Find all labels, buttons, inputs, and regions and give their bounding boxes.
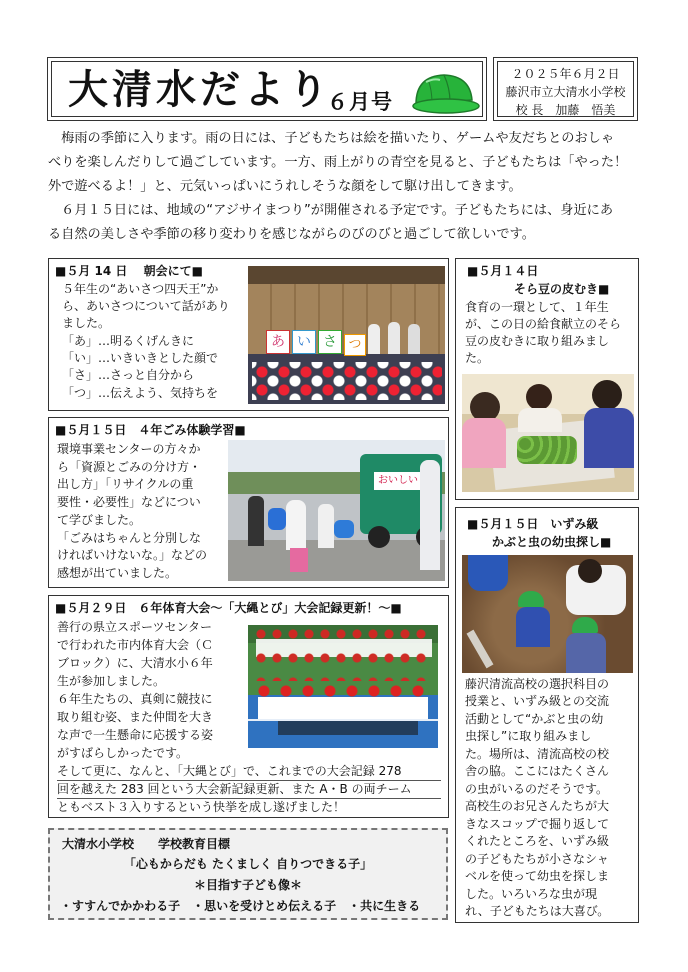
beetle-line: の虫がいるのだそうです。	[465, 782, 609, 796]
beetle-line: きなスコップで掘り返して	[465, 817, 610, 831]
beetle-line: の子どもたちが小さなシャ	[465, 852, 609, 866]
truck-label: おいしい	[374, 472, 422, 490]
newsletter-title: 大清水だより	[68, 67, 332, 113]
sports-heading: ■５月２９日 ６年体育大会〜「大縄とび」大会記録更新！〜■	[55, 601, 402, 615]
beetle-line: れ、子どもたちは大喜び。	[465, 904, 610, 918]
greeting-line: 「い」…いきいきとした顔で	[62, 351, 219, 365]
beetle-photo	[462, 555, 633, 673]
sign-a: あ	[266, 330, 290, 354]
sports-full-line: そして更に、なんと、「大縄とび」で、これまでの大会記録 278	[57, 763, 441, 781]
sports-line: ブロック）に、大清水小６年	[57, 656, 213, 670]
garbage-photo	[228, 440, 445, 581]
beans-line: 豆の皮むきに取り組みまし	[465, 334, 610, 348]
greeting-line: 「つ」…伝えよう、気持ちを	[62, 386, 219, 400]
garbage-line: ければいけないな。」などの	[57, 548, 208, 562]
sign-sa: さ	[318, 330, 342, 354]
sports-full-line: 回を越えた 283 回という大会新記録更新、また A・B の両チーム	[57, 781, 441, 799]
beetle-line: ベルを使って幼虫を探しま	[465, 869, 610, 883]
beans-heading: ■５月１４日	[467, 264, 539, 278]
sports-line: 取り組む姿、また仲間を大き	[57, 710, 214, 724]
garbage-line: 感想が出ていました。	[57, 566, 178, 580]
beans-line: が、この日の給食献立のそら	[465, 317, 622, 331]
greeting-line: ５年生の“あいさつ四天王”か	[62, 282, 219, 296]
beetle-line: 舎の脇。ここにはたくさん	[465, 764, 610, 778]
green-cap-icon	[410, 70, 480, 116]
intro-line: べりを楽しんだりして過ごしています。一方、雨上がりの青空を見ると、子どもたちは「やった！	[48, 155, 628, 170]
issue-date: ２０２５年６月２日	[511, 67, 620, 81]
goals-subtitle: ＊目指す子ども像＊	[193, 878, 302, 892]
sports-line: 善行の県立スポーツセンター	[57, 620, 213, 634]
goals-title: 大清水小学校 学校教育目標	[62, 837, 231, 851]
greeting-photo	[248, 266, 445, 404]
sign-tsu: つ	[344, 334, 366, 356]
beetle-line: した。いろいろな虫が現	[465, 887, 598, 901]
issue-month: ６月号	[327, 90, 393, 114]
intro-line: ６月１５日には、地域の“アジサイまつり”が開催される予定です。子どもたちには、身近にあ	[48, 203, 614, 218]
principal-name: 校 長 加藤 悟美	[515, 103, 616, 117]
beetle-heading-2: かぶと虫の幼虫探し■	[492, 535, 612, 549]
beans-heading-2: そら豆の皮むき■	[514, 282, 610, 296]
beetle-line: 藤沢清流高校の選択科目の	[465, 677, 610, 691]
sports-line: 生が参加しました。	[57, 674, 166, 688]
beetle-line: 虫探し”に取り組みまし	[465, 729, 592, 743]
goals-ideal-child: ・すすんでかかわる子 ・思いを受けとめ伝える子 ・共に生きる	[60, 899, 421, 913]
goals-motto: 「心もからだも たくましく 自りつできる子」	[123, 857, 373, 871]
sports-photo	[248, 625, 438, 748]
garbage-line: て学びました。	[57, 513, 142, 527]
greeting-line: 「さ」…さっと自分から	[62, 368, 195, 382]
garbage-line: 出し方」「リサイクルの重	[57, 477, 194, 491]
intro-line: る自然の美しさや季節の移り変わりを感じながらのびのびと過ごして欲しいです。	[48, 227, 535, 242]
greeting-heading: ■５月 14 日 朝会にて■	[55, 264, 203, 278]
beetle-line: 高校生のお兄さんたちが大	[465, 799, 610, 813]
beetle-heading: ■５月１５日 いずみ級	[467, 517, 599, 531]
beans-photo	[462, 374, 634, 492]
sports-line: がすばらしかったです。	[57, 746, 189, 760]
intro-line: 外で遊べるよ！」と、元気いっぱいにうれしそうな顔をして駆け出してきます。	[48, 179, 522, 194]
garbage-line: 環境事業センターの方々か	[57, 442, 201, 456]
sports-full-line: ともベスト３入りするという快挙を成し遂げました！	[57, 800, 346, 814]
garbage-heading: ■５月１５日 ４年ごみ体験学習■	[55, 423, 246, 437]
beetle-line: た。場所は、清流高校の校	[465, 747, 610, 761]
sports-line: で行われた市内体育大会（Ｃ	[57, 638, 214, 652]
intro-line: 梅雨の季節に入ります。雨の日には、子どもたちは絵を描いたり、ゲームや友だちとのおしゃ	[48, 131, 615, 146]
greeting-line: 「あ」…明るくげんきに	[62, 334, 195, 348]
garbage-line: 「ごみはちゃんと分別しな	[57, 531, 202, 545]
sports-line: な声で一生懸命に応援する姿	[57, 728, 214, 742]
beans-line: 食育の一環として、１年生	[465, 300, 609, 314]
sports-line: ６年生たちの、真剣に競技に	[57, 692, 213, 706]
sign-i: い	[292, 330, 316, 354]
garbage-line: 要性・必要性」などについ	[57, 495, 201, 509]
beans-line: た。	[465, 351, 490, 365]
greeting-line: ました。	[62, 316, 111, 330]
beetle-line: くれたところを、いずみ級	[465, 834, 610, 848]
beetle-line: 授業と、いずみ級との交流	[465, 694, 610, 708]
school-name: 藤沢市立大清水小学校	[505, 85, 626, 99]
greeting-line: ら、あいさつについて話があり	[62, 299, 230, 313]
garbage-line: ら「資源とごみの分け方・	[57, 460, 202, 474]
beetle-line: 活動として“かぶと虫の幼	[465, 712, 604, 726]
